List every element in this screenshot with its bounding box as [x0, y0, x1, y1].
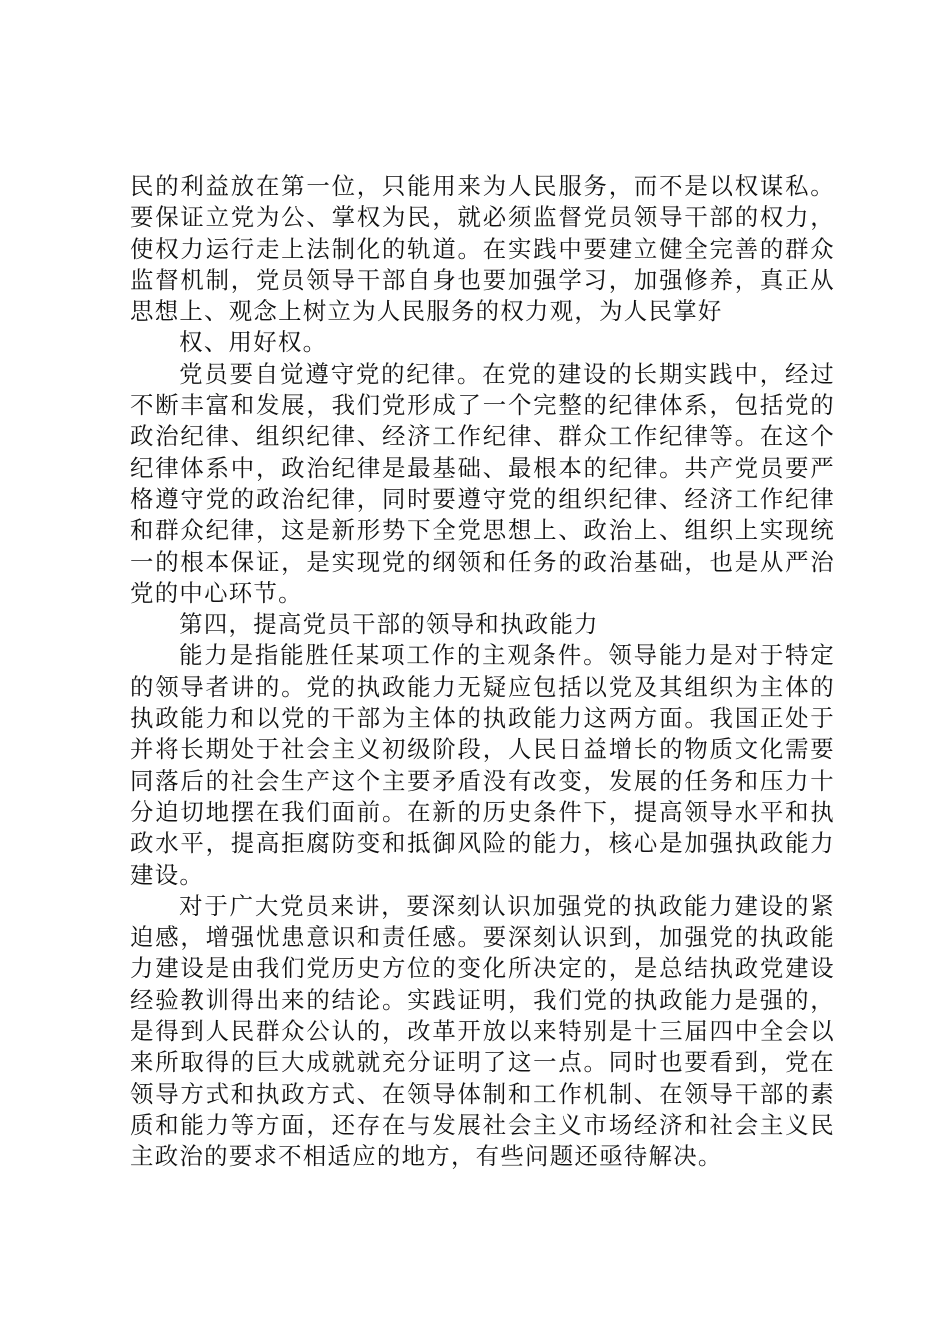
paragraph-continuation-tail: 权、用好权。 — [179, 328, 328, 357]
document-body — [130, 171, 835, 1173]
section-heading: 第四，提高党员干部的领导和执政能力 — [179, 610, 599, 639]
paragraph-continuation: 民的利益放在第一位，只能用来为人民服务，而不是以权谋私。要保证立党为公、掌权为民，就必须监督党员领导干部的权力，使权力运行走上法制化的轨道。在实践中要建立健全完善的群众监督机制，党员领导干部自身也要加强学习，加强修养，真正从思想上、观念上树立为人民服务的权力观，为人民掌好 — [130, 172, 835, 326]
paragraph-members: 对于广大党员来讲，要深刻认识加强党的执政能力建设的紧迫感，增强忧患意识和责任感。要深刻认识到，加强党的执政能力建设是由我们党历史方位的变化所决定的，是总结执政党建设经验教训得出来的结论。实践证明，我们党的执政能力是强的，是得到人民群众公认的，改革开放以来特别是十三届四中全会以来所取得的巨大成就就充分证明了这一点。同时也要看到，党在领导方式和执政方式、在领导体制和工作机制、在领导干部的素质和能力等方面，还存在与发展社会主义市场经济和社会主义民主政治的要求不相适应的地方，有些问题还亟待解决。 — [130, 891, 835, 1171]
paragraph-discipline: 党员要自觉遵守党的纪律。在党的建设的长期实践中，经过不断丰富和发展，我们党形成了一个完整的纪律体系，包括党的政治纪律、组织纪律、经济工作纪律、群众工作纪律等。在这个纪律体系中，政治纪律是最基础、最根本的纪律。共产党员要严格遵守党的政治纪律，同时要遵守党的组织纪律、经济工作纪律和群众纪律，这是新形势下全党思想上、政治上、组织上实现统一的根本保证，是实现党的纲领和任务的政治基础，也是从严治党的中心环节。 — [130, 359, 835, 607]
paragraph-ability: 能力是指能胜任某项工作的主观条件。领导能力是对于特定的领导者讲的。党的执政能力无疑应包括以党及其组织为主体的执政能力和以党的干部为主体的执政能力这两方面。我国正处于并将长期处于社会主义初级阶段，人民日益增长的物质文化需要同落后的社会生产这个主要矛盾没有改变，发展的任务和压力十分迫切地摆在我们面前。在新的历史条件下，提高领导水平和执政水平，提高拒腐防变和抵御风险的能力，核心是加强执政能力建设。 — [130, 641, 835, 889]
